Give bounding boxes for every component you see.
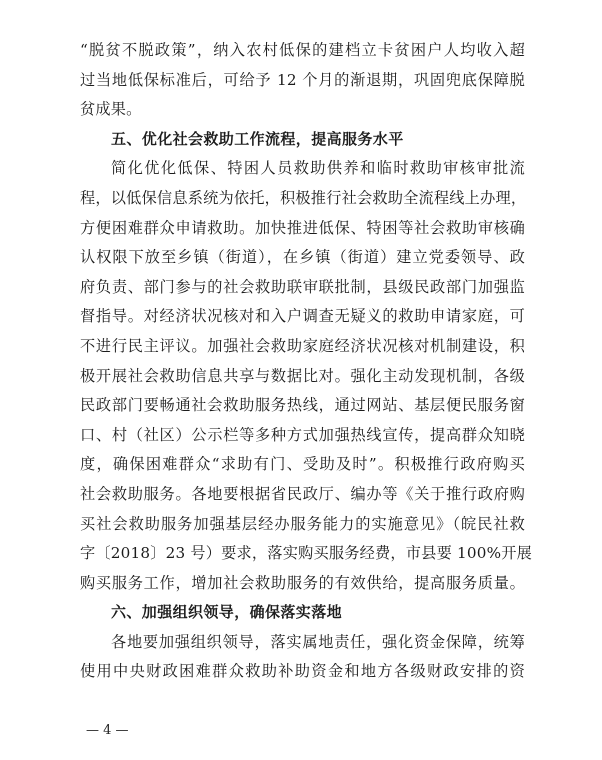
page-number: — 4 — <box>86 723 129 738</box>
body-line: 不进行民主评议。加强社会救助家庭经济状况核对机制建设，积 <box>80 336 525 355</box>
body-line: 字〔2018〕23 号）要求，落实购买服务经费，市县要 100%开展 <box>80 544 532 563</box>
body-line: 方便困难群众申请救助。加快推进低保、特困等社会救助审核确 <box>80 218 525 237</box>
section-heading: 五、优化社会救助工作流程，提高服务水平 <box>111 129 404 148</box>
body-line: 口、村（社区）公示栏等多种方式加强热线宣传，提高群众知晓 <box>80 425 525 444</box>
body-line: 购买服务工作，增加社会救助服务的有效供给，提高服务质量。 <box>80 573 525 592</box>
body-line: 程，以低保信息系统为依托，积极推行社会救助全流程线上办理， <box>80 188 527 207</box>
body-line: 过当地低保标准后，可给予 12 个月的渐退期，巩固兜底保障脱 <box>80 70 525 89</box>
document-body <box>80 36 532 687</box>
body-line: 极开展社会救助信息共享与数据比对。强化主动发现机制，各级 <box>80 366 525 385</box>
body-line: 使用中央财政困难群众救助补助资金和地方各级财政安排的资 <box>80 662 525 681</box>
body-line: “脱贫不脱政策”，纳入农村低保的建档立卡贫困户人均收入超 <box>80 41 525 59</box>
paragraph-first-line: 简化优化低保、特困人员救助供养和临时救助审核审批流 <box>111 159 525 178</box>
body-line: 认权限下放至乡镇（街道），在乡镇（街道）建立党委领导、政 <box>80 248 525 267</box>
paragraph-last-line: 贫成果。 <box>80 100 142 119</box>
body-line: 社会救助服务。各地要根据省民政厅、编办等《关于推行政府购 <box>80 484 525 503</box>
body-line: 督指导。对经济状况核对和入户调查无疑义的救助申请家庭，可 <box>80 307 525 326</box>
body-line: 度，确保困难群众“求助有门、受助及时”。积极推行政府购买 <box>80 455 525 474</box>
body-line: 民政部门要畅通社会救助服务热线，通过网站、基层便民服务窗 <box>80 396 525 415</box>
section-heading: 六、加强组织领导，确保落实落地 <box>111 603 343 622</box>
body-line: 买社会救助服务加强基层经办服务能力的实施意见》（皖民社救 <box>80 514 525 533</box>
body-line: 府负责、部门参与的社会救助联审联批制，县级民政部门加强监 <box>80 277 525 296</box>
paragraph-first-line: 各地要加强组织领导，落实属地责任，强化资金保障，统筹 <box>111 632 525 651</box>
